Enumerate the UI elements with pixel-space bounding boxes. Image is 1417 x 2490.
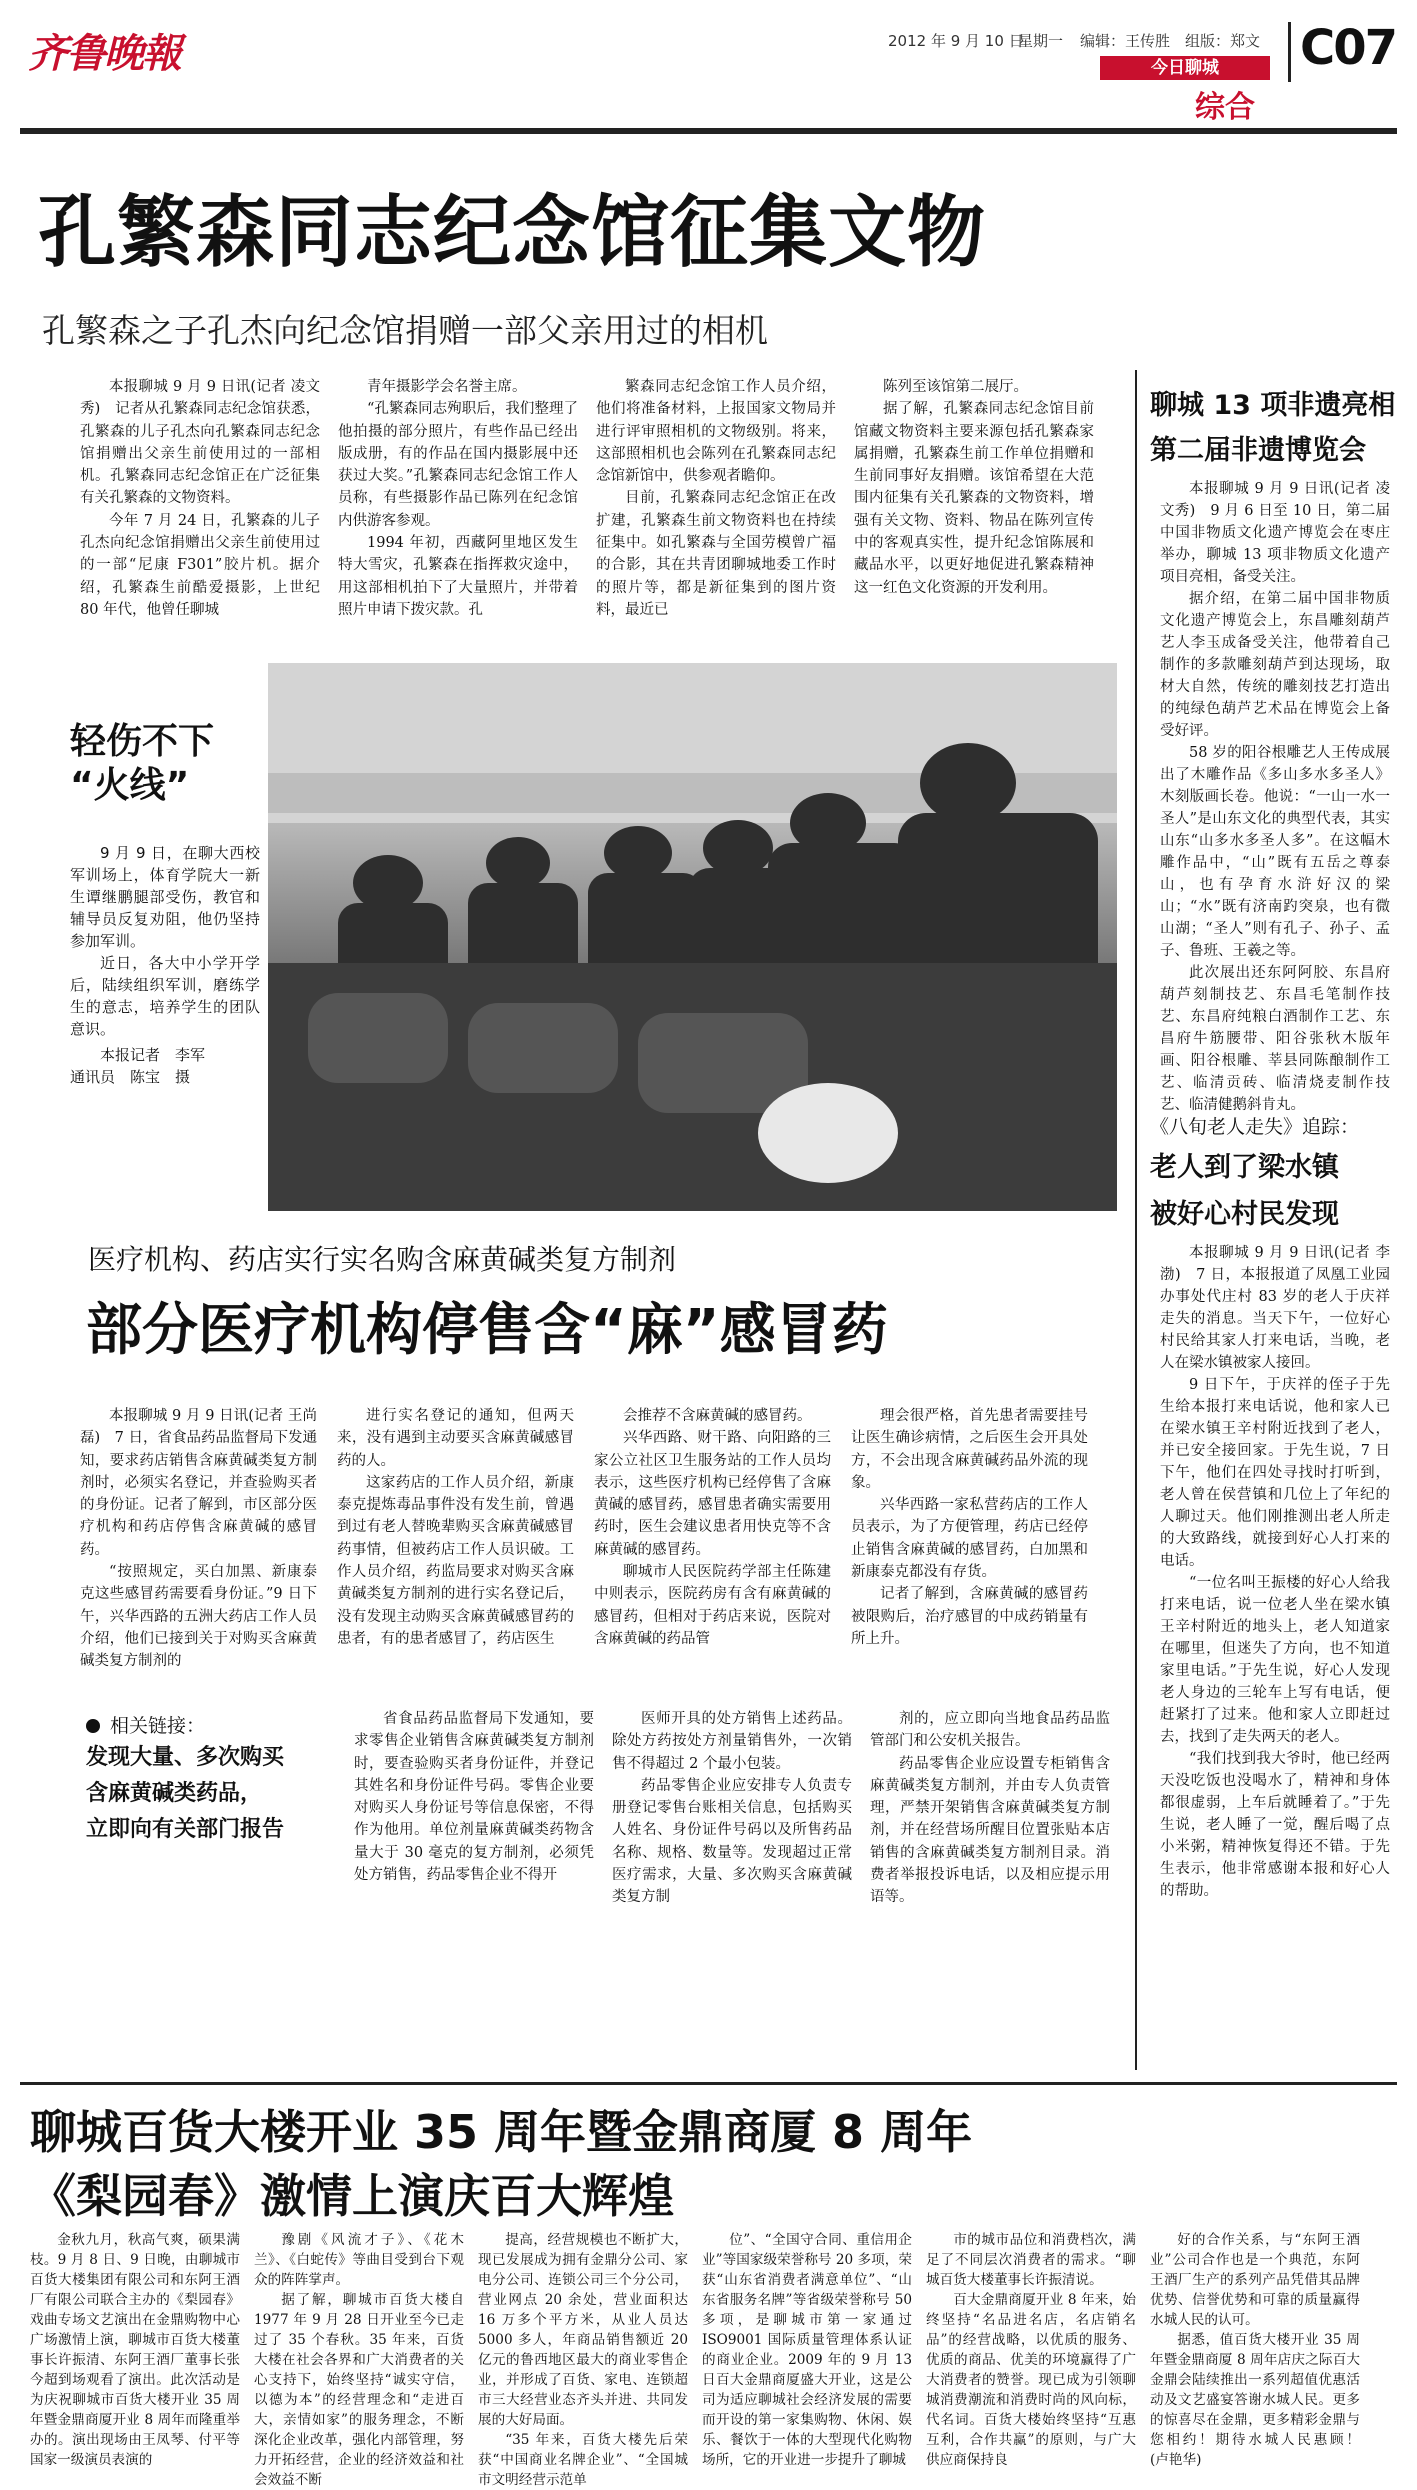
sidebar-bottom-title-2: 被好心村民发现 <box>1150 1199 1339 1230</box>
sidebar-top-title-1: 聊城 13 项非遗亮相 <box>1150 390 1396 421</box>
paragraph: 豫剧《风流才子》、《花木兰》、《白蛇传》等曲目受到台下观众的阵阵掌声。 <box>254 2232 464 2288</box>
paragraph: 兴华西路、财干路、向阳路的三家公立社区卫生服务站的工作人员均表示，这些医疗机构已经停售了含麻黄碱的感冒药，感冒患者确实需要用药时，医生会建议患者用快克等不含麻黄碱的感冒药。 <box>594 1430 831 1558</box>
issue-date: 2012 年 9 月 10 日 <box>888 32 1024 50</box>
training-photo <box>268 663 1117 1211</box>
paragraph: “35 年来，百货大楼先后荣获“中国商业名牌企业”、“全国城市文明经营示范单 <box>478 2432 688 2488</box>
paragraph: 省食品药品监督局下发通知，要求零售企业销售含麻黄碱类复方制剂时，要查验购买者身份证件，并登记其姓名和身份证件号码。零售企业要对购买人身份证号等信息保密，不得作为他用。单位剂量麻黄碱类药物含量大于 30 毫克的复方制剂，必须凭处方销售，药品零售企业不得开 <box>354 1711 594 1884</box>
medicine-kicker: 医疗机构、药店实行实名购含麻黄碱类复方制剂 <box>88 1243 677 1276</box>
related-title-3: 立即向有关部门报告 <box>86 1817 285 1842</box>
text-column <box>337 1405 574 1705</box>
paragraph: 金秋九月，秋高气爽，硕果满枝。9 月 8 日、9 日晚，由聊城市百货大楼集团有限公司和东阿王酒厂有限公司联合主办的《梨园春》戏曲专场文艺演出在金鼎购物中心广场激情上演，聊城市百货大楼董事长许振清、东阿王酒厂董事长张今超到场观看了演出。此次活动是为庆祝聊城市百货大楼开业 35 周年暨金鼎商厦开业 8 周年而隆重举办的。演出现场由王凤琴、付平等国家一级演员表演的 <box>30 2232 240 2468</box>
paragraph: 据了解，聊城市百货大楼自 1977 年 9 月 28 日开业至今已走过了 35 个春秋。35 年来，百货大楼在社会各界和广大消费者的关心支持下，始终坚持“诚实守信，以德为本”的经营理念和“走进百大，亲情如家”的服务理念，不断深化企业改革，强化内部管理，努力开拓经营，企业的经济效益和社会效益不断 <box>254 2292 464 2488</box>
paragraph: 百大金鼎商厦开业 8 年来，始终坚持“名品进名店，名店销名品”的经营战略，以优质的服务、优质的商品、优美的环境赢得了广大消费者的赞誉。现已成为引领聊城消费潮流和消费时尚的风向标，代名词。百货大楼始终坚持“互惠互利，合作共赢”的原则，与广大供应商保持良 <box>926 2292 1136 2468</box>
paragraph: 本报聊城 9 月 9 日讯(记者 凌文秀) 9 月 6 日至 10 日，第二届中国非物质文化遗产博览会在枣庄举办，聊城 13 项非物质文化遗产项目亮相，备受关注。 <box>1160 481 1390 585</box>
paragraph: 这家药店的工作人员介绍，新康泰克提炼毒品事件没有发生前，曾遇到过有老人替晚辈购买含麻黄碱感冒药事情，但被药店工作人员识破。工作人员介绍，药监局要求对购买含麻黄碱类复方制剂的进行实名登记后，没有发现主动购买含麻黄碱感冒药的患者，有的患者感冒了，药店医生 <box>337 1474 574 1647</box>
paragraph: 近日，各大中小学开学后，陆续组织军训，磨练学生的意志，培养学生的团队意识。 <box>70 954 260 1038</box>
masthead-vertical-divider <box>1288 22 1291 82</box>
paragraph: 理会很严格，首先患者需要挂号让医生确诊病情，之后医生会开具处方，不会出现含麻黄碱药品外流的现象。 <box>851 1408 1088 1491</box>
text-column <box>926 2230 1136 2468</box>
paragraph: 繁森同志纪念馆工作人员介绍，他们将准备材料，上报国家文物局并进行评审照相机的文物级别。将来，这部照相机也会陈列在孔繁森同志纪念馆新馆中，供参观者瞻仰。 <box>596 379 836 485</box>
paragraph: 药品零售企业应设置专柜销售含麻黄碱类复方制剂，并由专人负责管理，严禁开架销售含麻黄碱类复方制剂，并在经营场所醒目位置张贴本店销售的含麻黄碱类复方制剂目录。消费者举报投诉电话，以及相应提示用语等。 <box>870 1755 1110 1906</box>
text-column <box>594 1405 831 1705</box>
section-name: 综合 <box>1195 90 1255 125</box>
paragraph: 据了解，孔繁森同志纪念馆目前馆藏文物资料主要来源包括孔繁森家属捐赠，孔繁森生前工作单位捐赠和生前同事好友捐赠。该馆希望在大范围内征集有关孔繁森的文物资料，增强有关文物、资料、物品在陈列宣传中的客观真实性，提升纪念馆陈展和藏品水平，以更好地促进孔繁森精神这一红色文化资源的开发利用。 <box>854 401 1094 596</box>
paragraph: 本报聊城 9 月 9 日讯(记者 凌文秀) 记者从孔繁森同志纪念馆获悉，孔繁森的儿子孔杰向孔繁森同志纪念馆捐赠出父亲生前使用过的一部相机。孔繁森同志纪念馆正在广泛征集有关孔繁森的文物资料。 <box>80 379 320 507</box>
bottom-title-1: 聊城百货大楼开业 35 周年暨金鼎商厦 8 周年 <box>30 2105 973 2159</box>
paragraph: 58 岁的阳谷根雕艺人王传成展出了木雕作品《多山多水多圣人》木刻版画长卷。他说：“一山一水一圣人”是山东文化的典型代表，其实山东“山多水多圣人多”。在这幅木雕作品中，“山”既有五岳之尊泰山，也有孕育水浒好汉的梁山；“水”既有济南趵突泉，也有微山湖；“圣人”则有孔子、孙子、孟子、鲁班、王羲之等。 <box>1160 745 1390 959</box>
paragraph: 药品零售企业应安排专人负责专册登记零售台账相关信息，包括购买人姓名、身份证件号码以及所售药品名称、规格、数量等。发现超过正常医疗需求，大量、多次购买含麻黄碱类复方制 <box>612 1777 852 1906</box>
text-column <box>612 1708 852 2068</box>
bottom-story-rule <box>20 2082 1397 2085</box>
editor-credit: 编辑：王传胜 组版：郑文 <box>1080 32 1261 50</box>
photo-credit-reporter: 本报记者 李军 <box>100 1046 206 1064</box>
paragraph: 本报聊城 9 月 9 日讯(记者 王尚磊) 7 日，省食品药品监督局下发通知，要求药店销售含麻黄碱类复方制剂时，必须实名登记，并查验购买者的身份证。记者了解到，市区部分医疗机构和药店停售含麻黄碱的感冒药。 <box>80 1408 317 1558</box>
medicine-title: 部分医疗机构停售含“麻”感冒药 <box>86 1298 888 1363</box>
paragraph: “孔繁森同志殉职后，我们整理了他拍摄的部分照片，有些作品已经出版成册，有的作品在国内摄影展中还获过大奖。”孔繁森同志纪念馆工作人员称，有些摄影作品已陈列在纪念馆内供游客参观。 <box>338 401 578 529</box>
paragraph: 兴华西路一家私营药店的工作人员表示，为了方便管理，药店已经停止销售含麻黄碱的感冒药，白加黑和新康泰克都没有存货。 <box>851 1497 1088 1581</box>
text-column <box>254 2230 464 2488</box>
paragraph: 提高，经营规模也不断扩大，现已发展成为拥有金鼎分公司、家电分公司、连锁公司三个分公司，营业网点 20 余处，营业面积达 16 万多个平方米，从业人员达 5000 多人，年商品销售额近 20 亿元的鲁西地区最大的商业零售企业，并形成了百货、家电、连锁超市三大经营业态齐头并进、共同发展的大好局面。 <box>478 2232 688 2428</box>
sidebar-left-rule <box>1135 370 1137 2070</box>
related-title-2: 含麻黄碱类药品， <box>86 1781 263 1806</box>
text-column <box>596 376 836 658</box>
paragraph: 1994 年初，西藏阿里地区发生特大雪灾，孔繁森在指挥救灾途中，用这部相机拍下了大量照片，并带着照片申请下拨灾款。孔 <box>338 535 578 618</box>
text-column <box>851 1405 1088 1705</box>
photo-title-line2: “火线” <box>70 765 190 806</box>
page-number: C07 <box>1300 20 1397 76</box>
paragraph: 据介绍，在第二届中国非物质文化遗产博览会上，东昌雕刻葫芦艺人李玉成备受关注，他带着自己制作的多款雕刻葫芦到达现场，取材大自然，传统的雕刻技艺打造出的纯绿色葫芦艺术品在博览会上备受好评。 <box>1160 591 1390 739</box>
masthead-rule <box>20 128 1397 134</box>
related-link-label: 相关链接： <box>110 1715 206 1737</box>
text-column <box>354 1708 594 2068</box>
lead-title: 孔繁森同志纪念馆征集文物 <box>38 188 987 278</box>
text-column <box>80 1405 317 1705</box>
text-column <box>1150 2230 1388 2468</box>
paragraph: 进行实名登记的通知，但两天来，没有遇到主动要买含麻黄碱感冒药的人。 <box>337 1408 574 1469</box>
paragraph: 位”、“全国守合同、重信用企业”等国家级荣誉称号 20 多项，荣获“山东省消费者满意单位”、“山东省服务名牌”等省级荣誉称号 50 多项，是聊城市第一家通过 ISO9001 国际质量管理体系认证的商业企业。2009 年的 9 月 13 日百大金鼎商厦盛大开业，这是公司为适应聊城社会经济发展的需要而开设的第一家集购物、休闲、娱乐、餐饮于一体的大型现代化购物场所，它的开业进一步提升了聊城 <box>702 2232 912 2468</box>
paragraph: 记者了解到，含麻黄碱的感冒药被限购后，治疗感冒的中成药销量有所上升。 <box>851 1586 1088 1647</box>
paper-logo: 齐鲁晚報 <box>28 30 180 77</box>
text-column <box>80 376 320 658</box>
related-link-box <box>86 1712 346 1848</box>
photo-caption <box>70 842 260 1040</box>
paragraph: 市的城市品位和消费档次，满足了不同层次消费者的需求。“聊城百货大楼董事长许振清说。 <box>926 2232 1136 2288</box>
photo-illustration <box>268 663 1117 1211</box>
masthead <box>0 0 1417 135</box>
issue-weekday: 星期一 <box>1018 32 1064 50</box>
related-link-icon <box>86 1719 100 1733</box>
text-column <box>478 2230 688 2488</box>
photo-story <box>70 720 260 1088</box>
paragraph: 陈列至该馆第二展厅。 <box>883 379 1028 395</box>
sidebar-bottom-kicker: 《八旬老人走失》追踪： <box>1150 1116 1360 1138</box>
related-title-1: 发现大量、多次购买 <box>86 1745 285 1770</box>
paragraph: “一位名叫王振楼的好心人给我打来电话，说一位老人坐在梁水镇王辛村附近的地头上，老人知道家在哪里，但迷失了方向，也不知道家里电话。”于先生说，好心人发现老人身边的三轮车上写有电话，便赶紧打了过来。他和家人立即赶过去，找到了走失两天的老人。 <box>1160 1575 1390 1745</box>
paragraph: 目前，孔繁森同志纪念馆正在改扩建，孔繁森生前文物资料也在持续征集中。如孔繁森与全国劳模曾广福的合影，其在共青团聊城地委工作时的照片等，都是新征集到的图片资料，最近已 <box>596 490 836 618</box>
paragraph: 9 日下午，于庆祥的侄子于先生给本报打来电话说，他和家人已在梁水镇王辛村附近找到了老人，并已安全接回家。于先生说，7 日下午，他们在四处寻找时打听到，老人曾在侯营镇和几位上了年纪的人聊过天。他们刚推测出老人所走的大致路线，就接到好心人打来的电话。 <box>1160 1377 1390 1569</box>
paragraph: “我们找到我大爷时，他已经两天没吃饭也没喝水了，精神和身体都很虚弱，上车后就睡着了。”于先生说，老人睡了一觉，醒后喝了点小米粥，精神恢复得还不错。于先生表示，他非常感谢本报和好心人的帮助。 <box>1160 1751 1390 1899</box>
photo-title-line1: 轻伤不下 <box>70 721 215 762</box>
text-column <box>338 376 578 658</box>
section-tag: 今日聊城 <box>1100 56 1270 80</box>
paragraph: 9 月 9 日，在聊大西校军训场上，体育学院大一新生谭继鹏腿部受伤，教官和辅导员反复劝阻，他仍坚持参加军训。 <box>70 844 260 950</box>
paragraph: 此次展出还东阿阿胶、东昌府葫芦刻制技艺、东昌毛笔制作技艺、东昌府纯粮白酒制作工艺、东昌府牛筋腰带、阳谷张秋木版年画、阳谷根雕、莘县同陈酿制作工艺、临清贡砖、临清烧麦制作技艺、临清健鹅斜肯丸。 <box>1160 965 1390 1113</box>
sidebar-top-body <box>1160 478 1390 1113</box>
text-column <box>30 2230 240 2468</box>
text-column <box>870 1708 1110 2068</box>
photo-credit-correspondent: 通讯员 陈宝 摄 <box>70 1068 191 1086</box>
sidebar-bottom-title-1: 老人到了梁水镇 <box>1150 1152 1339 1183</box>
lead-subtitle: 孔繁森之子孔杰向纪念馆捐赠一部父亲用过的相机 <box>42 311 768 350</box>
paragraph: 青年摄影学会名誉主席。 <box>367 379 527 395</box>
paragraph: 医师开具的处方销售上述药品。除处方药按处方剂量销售外，一次销售不得超过 2 个最小包装。 <box>612 1711 852 1772</box>
sidebar-top-title-2: 第二届非遗博览会 <box>1150 435 1366 466</box>
paragraph: 剂的，应立即向当地食品药品监管部门和公安机关报告。 <box>870 1711 1110 1750</box>
text-column <box>854 376 1094 658</box>
paragraph: 会推荐不含麻黄碱的感冒药。 <box>623 1408 812 1424</box>
paragraph: 本报聊城 9 月 9 日讯(记者 李渤) 7 日，本报报道了凤凰工业园办事处代庄村 83 岁的老人于庆祥走失的消息。当天下午，一位好心村民给其家人打来电话，当晚，老人在梁水镇被家人接回。 <box>1160 1245 1390 1371</box>
paragraph: 据悉，值百货大楼开业 35 周年暨金鼎商厦 8 周年店庆之际百大金鼎会陆续推出一系列超值优惠活动及文艺盛宴答谢水城人民。更多的惊喜尽在金鼎，更多精彩金鼎与您相约！期待水城人民惠顾！ (卢艳华) <box>1150 2332 1388 2468</box>
text-column <box>702 2230 912 2468</box>
paragraph: 好的合作关系，与“东阿王酒业”公司合作也是一个典范，东阿王酒厂生产的系列产品凭借其品牌优势、信誉优势和可靠的质量赢得水城人民的认可。 <box>1150 2232 1360 2328</box>
paragraph: “按照规定，买白加黑、新康泰克这些感冒药需要看身份证。”9 日下午，兴华西路的五洲大药店工作人员介绍，他们已接到关于对购买含麻黄碱类复方制剂的 <box>80 1564 317 1670</box>
sidebar-bottom-body <box>1160 1242 1390 2074</box>
paragraph: 聊城市人民医院药学部主任陈建中则表示，医院药房有含有麻黄碱的感冒药，但相对于药店来说，医院对含麻黄碱的药品管 <box>594 1564 831 1647</box>
paragraph: 今年 7 月 24 日，孔繁森的儿子孔杰向纪念馆捐赠出父亲生前使用过的一部“尼康 F301”胶片机。据介绍，孔繁森生前酷爱摄影，上世纪 80 年代，他曾任聊城 <box>80 512 320 618</box>
bottom-title-2: 《梨园春》激情上演庆百大辉煌 <box>30 2169 674 2223</box>
